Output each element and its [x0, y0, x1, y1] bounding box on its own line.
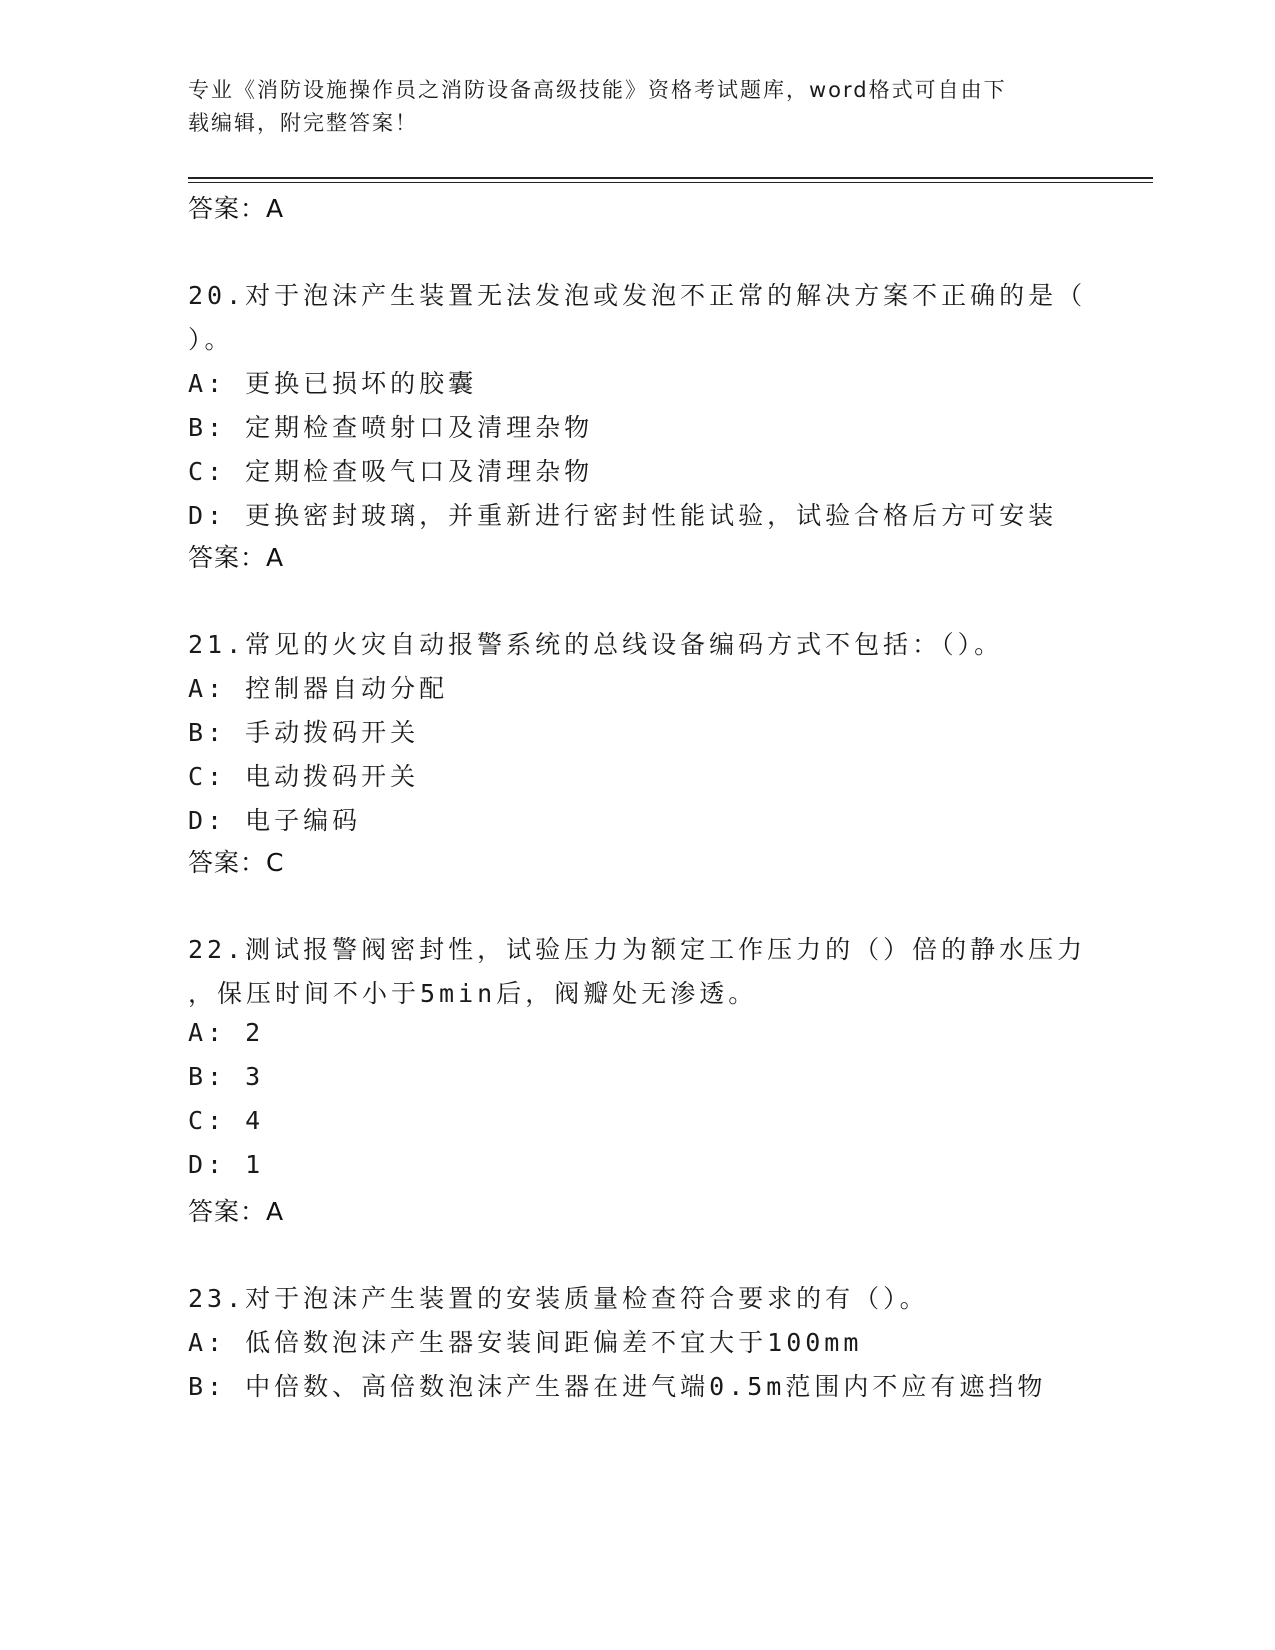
question-23-stem-line-1: 23.对于泡沫产生装置的安装质量检查符合要求的有（）。: [188, 1284, 929, 1313]
document-header: [188, 74, 1088, 140]
question-22-stem-line-1: 22.测试报警阀密封性，试验压力为额定工作压力的（）倍的静水压力: [188, 935, 1087, 964]
question-20-stem-line-1: 20.对于泡沫产生装置无法发泡或发泡不正常的解决方案不正确的是（: [188, 281, 1087, 310]
question-21-option-a: A: 控制器自动分配: [188, 674, 449, 703]
question-20-stem-line-2: ）。: [188, 325, 234, 354]
question-22-stem-line-2: ，保压时间不小于5min后，阀瓣处无渗透。: [188, 979, 758, 1008]
question-20-option-a: A: 更换已损坏的胶囊: [188, 369, 478, 398]
question-22-option-d: D: 1: [188, 1150, 265, 1179]
header-line-2: 载编辑，附完整答案！: [188, 111, 418, 135]
question-20-option-d: D: 更换密封玻璃，并重新进行密封性能试验，试验合格后方可安装: [188, 501, 1058, 530]
question-23-option-b: B: 中倍数、高倍数泡沫产生器在进气端0.5m范围内不应有遮挡物: [188, 1372, 1047, 1401]
answer-q20: 答案：A: [188, 543, 285, 572]
question-21-stem-line-1: 21.常见的火灾自动报警系统的总线设备编码方式不包括：（）。: [188, 630, 1004, 659]
answer-q19: 答案：A: [188, 194, 285, 223]
question-21-option-c: C: 电动拨码开关: [188, 762, 420, 791]
question-22-option-a: A: 2: [188, 1018, 265, 1047]
answer-q21: 答案：C: [188, 848, 285, 877]
question-21-option-b: B: 手动拨码开关: [188, 718, 420, 747]
question-22-option-c: C: 4: [188, 1106, 265, 1135]
answer-q22: 答案：A: [188, 1197, 285, 1226]
question-20-option-c: C: 定期检查吸气口及清理杂物: [188, 457, 594, 486]
question-22-option-b: B: 3: [188, 1062, 265, 1091]
header-divider-thin: [188, 182, 1153, 183]
header-divider-thick: [188, 177, 1153, 179]
question-20-option-b: B: 定期检查喷射口及清理杂物: [188, 413, 594, 442]
header-line-1: 专业《消防设施操作员之消防设备高级技能》资格考试题库，word格式可自由下: [188, 78, 1007, 102]
question-23-option-a: A: 低倍数泡沫产生器安装间距偏差不宜大于100mm: [188, 1328, 863, 1357]
question-21-option-d: D: 电子编码: [188, 806, 362, 835]
